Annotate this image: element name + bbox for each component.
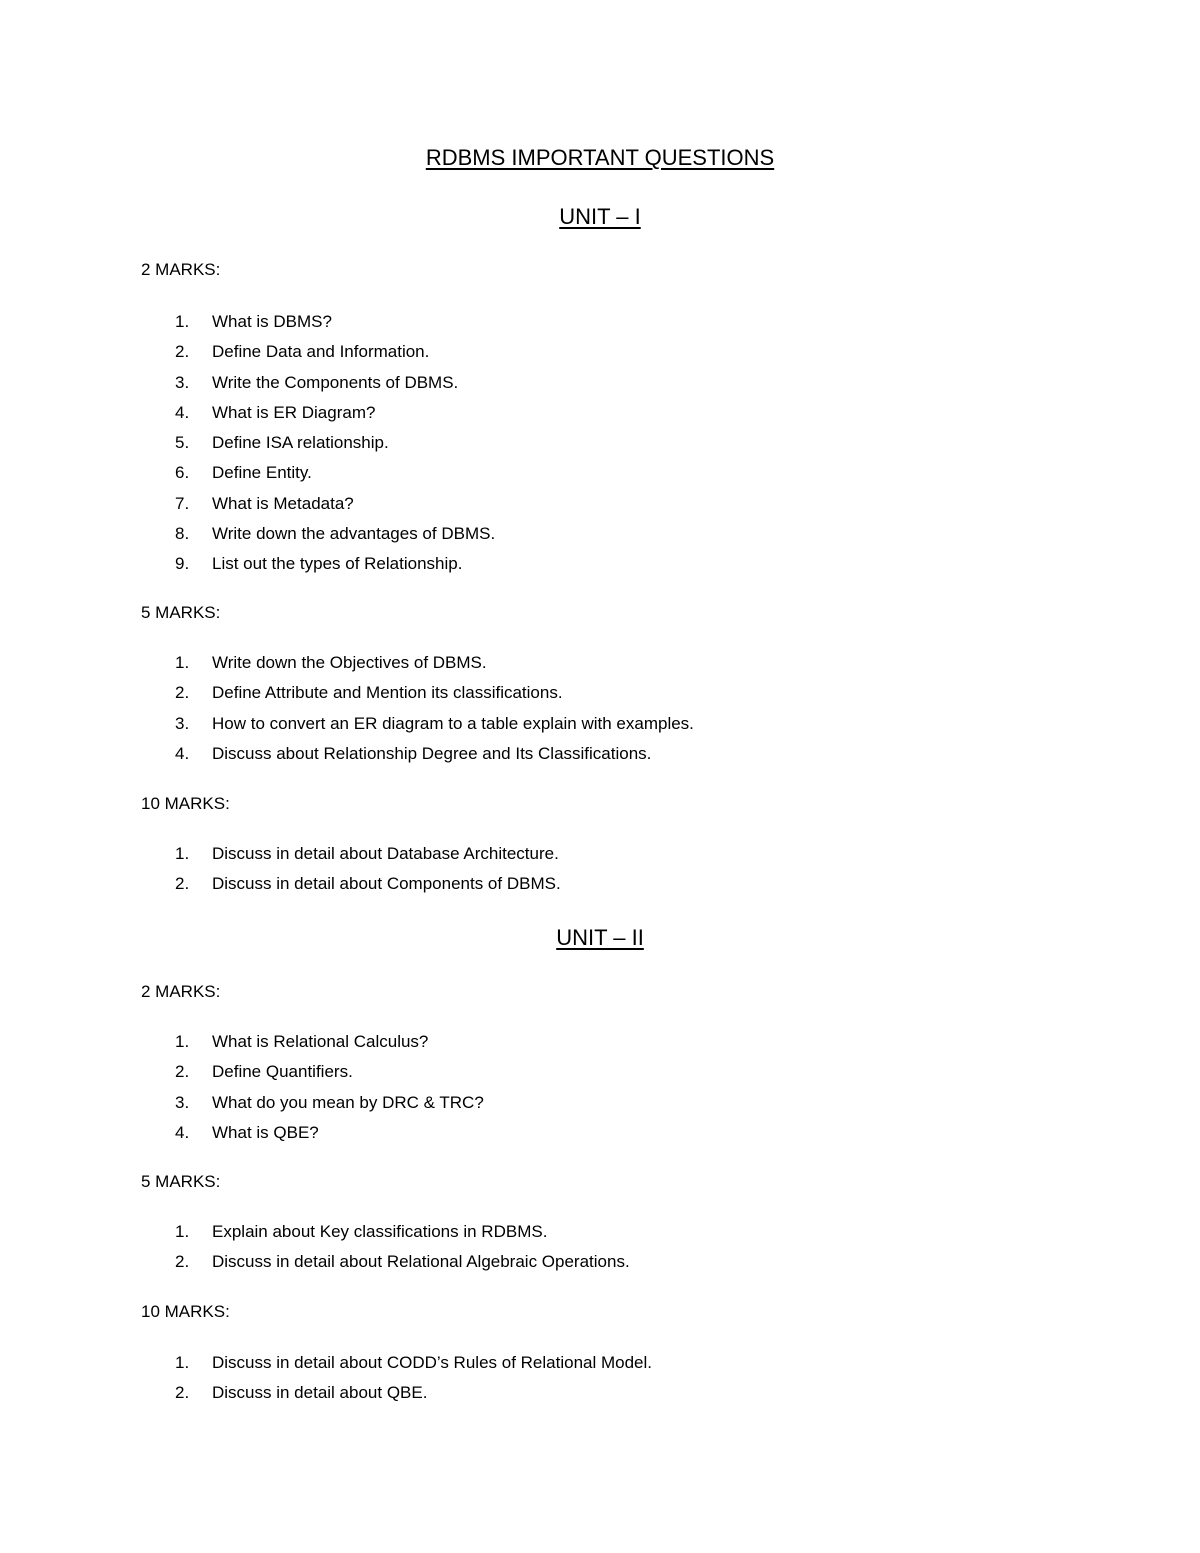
question-number: 1. [175,844,190,863]
list-item [0,398,1200,428]
list-item [0,428,1200,458]
question-text: Discuss in detail about Database Architecture. [212,844,559,863]
question-number: 2. [175,874,190,894]
list-item [0,678,1200,708]
list-item [0,549,1200,579]
question-text: Discuss in detail about QBE. [212,1383,428,1403]
marks-label: 5 MARKS: [141,603,221,622]
question-number: 5. [175,433,190,453]
question-text: Define Data and Information. [212,342,430,362]
question-text: Define Quantifiers. [212,1062,353,1082]
list-item [0,1247,1200,1277]
list-item [0,1088,1200,1118]
list-item [0,519,1200,549]
question-text: Write the Components of DBMS. [212,372,459,392]
question-text: List out the types of Relationship. [212,554,463,574]
list-item [0,1217,1200,1247]
question-text: What is QBE? [212,1122,319,1142]
question-number: 1. [175,1353,190,1372]
list-item [0,1348,1200,1378]
question-list [0,1348,1200,1409]
question-number: 2. [175,1383,190,1403]
question-list [0,648,1200,769]
unit-heading: UNIT – II [556,925,644,950]
list-item [0,739,1200,769]
marks-label: 10 MARKS: [141,794,230,813]
question-number: 6. [175,463,190,483]
question-number: 2. [175,683,190,703]
question-number: 8. [175,524,190,544]
question-number: 4. [175,1122,190,1142]
marks-label: 2 MARKS: [141,260,221,279]
question-number: 7. [175,493,190,513]
question-number: 1. [175,653,190,672]
question-number: 2. [175,342,190,362]
question-list [0,1027,1200,1148]
list-item [0,869,1200,899]
question-number: 2. [175,1252,190,1272]
question-text: Discuss in detail about CODD’s Rules of Relational Model. [212,1353,652,1372]
question-text: Discuss about Relationship Degree and Its Classifications. [212,743,652,763]
question-text: What is ER Diagram? [212,402,376,422]
question-number: 4. [175,402,190,422]
marks-label: 2 MARKS: [141,982,221,1001]
question-number: 3. [175,1092,190,1112]
question-number: 1. [175,1032,190,1051]
question-number: 9. [175,554,190,574]
list-item [0,489,1200,519]
question-text: What is Relational Calculus? [212,1032,429,1051]
marks-label: 10 MARKS: [141,1302,230,1321]
marks-label: 5 MARKS: [141,1172,221,1191]
question-list [0,307,1200,580]
question-list [0,839,1200,900]
question-text: What do you mean by DRC & TRC? [212,1092,484,1112]
question-list [0,1217,1200,1278]
list-item [0,1118,1200,1148]
question-text: Discuss in detail about Components of DBMS. [212,874,561,894]
question-number: 4. [175,743,190,763]
list-item [0,368,1200,398]
question-text: Define Entity. [212,463,312,483]
question-number: 3. [175,713,190,733]
question-text: Write down the advantages of DBMS. [212,524,496,544]
question-text: Discuss in detail about Relational Algebraic Operations. [212,1252,630,1272]
list-item [0,1027,1200,1057]
question-text: Define Attribute and Mention its classifications. [212,683,563,703]
list-item [0,337,1200,367]
question-text: Write down the Objectives of DBMS. [212,653,487,672]
question-text: What is Metadata? [212,493,354,513]
question-number: 3. [175,372,190,392]
list-item [0,307,1200,337]
list-item [0,1378,1200,1408]
unit-heading: UNIT – I [559,204,641,229]
question-text: Define ISA relationship. [212,433,389,453]
question-text: Explain about Key classifications in RDBMS. [212,1222,548,1241]
question-number: 2. [175,1062,190,1082]
question-number: 1. [175,1222,190,1241]
list-item [0,1057,1200,1087]
question-text: How to convert an ER diagram to a table explain with examples. [212,713,694,733]
question-number: 1. [175,312,190,331]
document-title: RDBMS IMPORTANT QUESTIONS [425,145,775,170]
list-item [0,458,1200,488]
list-item [0,839,1200,869]
question-text: What is DBMS? [212,312,332,331]
list-item [0,648,1200,678]
list-item [0,709,1200,739]
